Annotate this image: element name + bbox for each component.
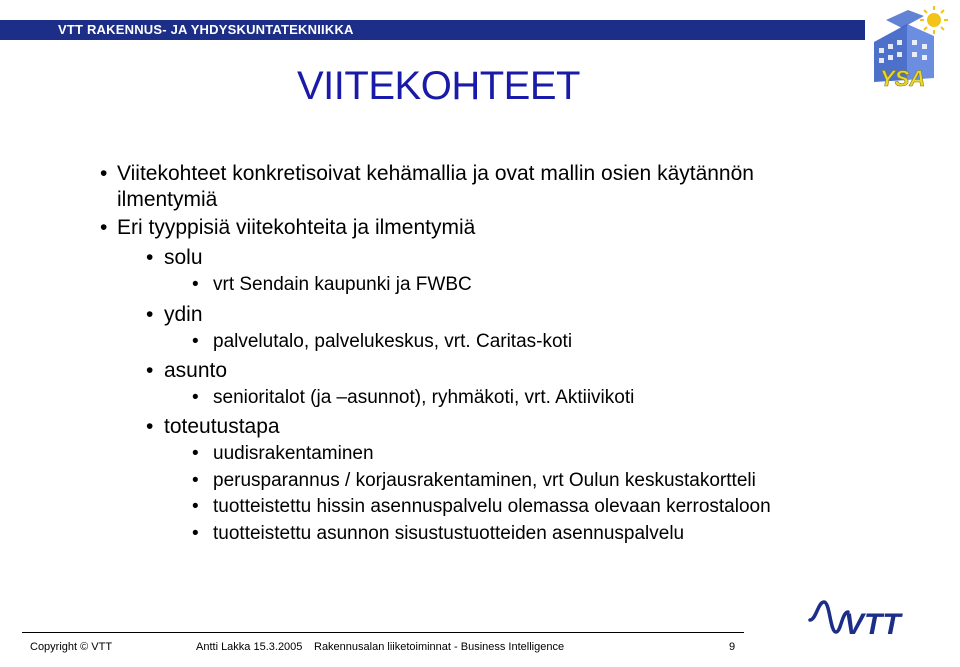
footer-divider bbox=[22, 632, 744, 633]
footer-author-date: Antti Lakka 15.3.2005 bbox=[196, 641, 303, 653]
footer-copyright: Copyright © VTT bbox=[30, 641, 113, 653]
ysa-logo-text: YSA bbox=[880, 66, 926, 91]
wave-icon bbox=[810, 602, 848, 632]
vtt-logo-text: VTT bbox=[844, 608, 901, 640]
footer-subject: Rakennusalan liiketoiminnat - Business Intelligence bbox=[314, 641, 565, 653]
sun-icon bbox=[920, 6, 948, 34]
bullet-item-continuation: ilmentymiä bbox=[117, 188, 218, 211]
vtt-logo bbox=[808, 598, 918, 640]
footer-page-number: 9 bbox=[729, 641, 736, 653]
header-bar bbox=[0, 20, 865, 40]
slide-title: VIITEKOHTEET bbox=[297, 64, 580, 108]
ysa-logo bbox=[862, 2, 960, 94]
header-org-name: VTT RAKENNUS- JA YHDYSKUNTATEKNIIKKA bbox=[58, 22, 354, 37]
